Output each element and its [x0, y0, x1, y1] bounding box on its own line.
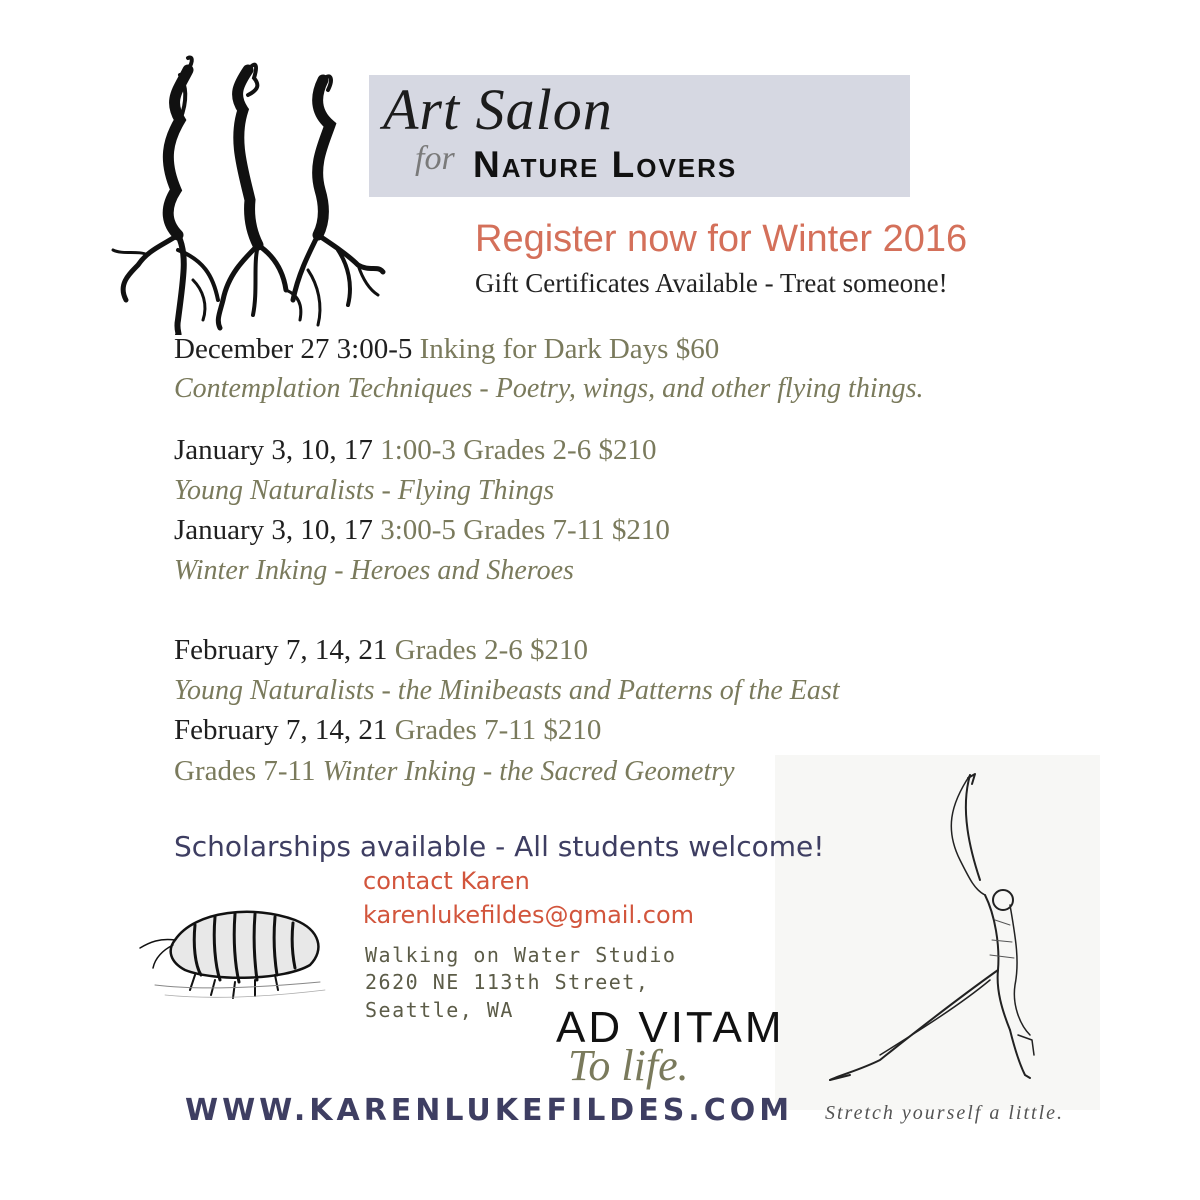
schedule-date: January 3, 10, 17	[174, 514, 373, 546]
schedule-desc-prefix: Grades 7-11	[174, 755, 323, 787]
title-art-salon: Art Salon	[383, 77, 613, 142]
studio-name: Walking on Water Studio	[365, 943, 677, 967]
schedule-class: 3:00-5 Grades 7-11 $210	[372, 514, 670, 546]
schedule-description: Winter Inking - Heroes and Sheroes	[174, 555, 574, 586]
schedule-class: 1:00-3 Grades 2-6 $210	[372, 434, 657, 466]
schedule-description: Young Naturalists - Flying Things	[174, 475, 555, 506]
schedule-item-january-2	[174, 514, 670, 547]
dancer-illustration	[820, 770, 1050, 1090]
schedule-class: Grades 7-11 $210	[387, 714, 602, 746]
pillbug-illustration	[135, 890, 335, 1030]
title-for: for	[415, 140, 455, 177]
schedule-item-january-1	[174, 434, 656, 467]
schedule-item-december	[174, 333, 719, 366]
scholarships-text: Scholarships available - All students welcome!	[174, 830, 825, 863]
studio-street: 2620 NE 113th Street,	[365, 970, 650, 994]
motto-ad-vitam: AD VITAM	[556, 1003, 785, 1052]
email-link[interactable]: karenlukefildes@gmail.com	[363, 901, 695, 929]
roots-illustration	[108, 50, 388, 335]
website-link[interactable]: WWW.KARENLUKEFILDES.COM	[185, 1093, 794, 1128]
schedule-date: January 3, 10, 17	[174, 434, 373, 466]
register-heading: Register now for Winter 2016	[475, 218, 968, 260]
schedule-item-february-1	[174, 634, 588, 667]
schedule-item-february-2	[174, 714, 601, 747]
title-nature-lovers: Nature Lovers	[473, 144, 738, 185]
schedule-date: December 27 3:00-5	[174, 333, 413, 365]
tagline: Stretch yourself a little.	[825, 1102, 1065, 1124]
studio-city: Seattle, WA	[365, 998, 514, 1022]
schedule-desc-text: Winter Inking - the Sacred Geometry	[322, 756, 735, 787]
contact-name: contact Karen	[363, 867, 530, 895]
schedule-description: Contemplation Techniques - Poetry, wings, and other flying things.	[174, 373, 924, 404]
schedule-date: February 7, 14, 21	[174, 634, 388, 666]
gift-certificates-text: Gift Certificates Available - Treat someone!	[475, 268, 948, 298]
schedule-class: Grades 2-6 $210	[387, 634, 588, 666]
schedule-description: Young Naturalists - the Minibeasts and Patterns of the East	[174, 675, 840, 706]
schedule-date: February 7, 14, 21	[174, 714, 388, 746]
schedule-class: Inking for Dark Days $60	[412, 333, 720, 365]
motto-to-life: To life.	[568, 1041, 689, 1090]
schedule-description	[174, 755, 735, 788]
